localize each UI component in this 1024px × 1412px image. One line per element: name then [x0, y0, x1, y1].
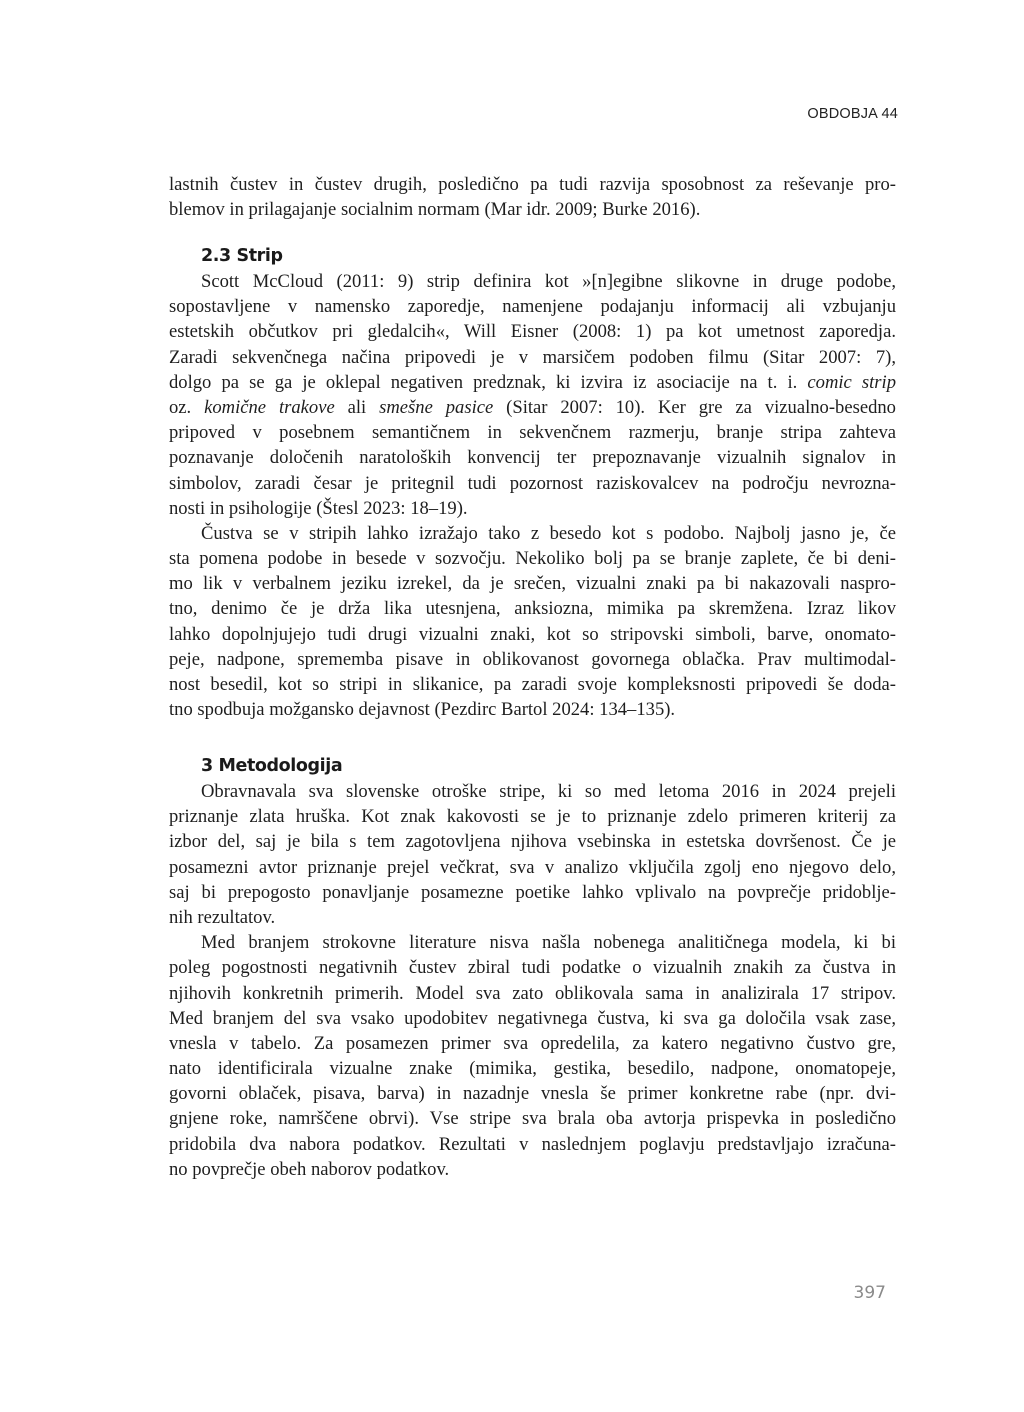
text-line: nost besedil, kot so stripi in slikanice, pa zaradi svoje kompleksnosti pripovedi še doda-	[169, 674, 896, 695]
page-number: 397	[853, 1283, 886, 1303]
text-span: oz.	[169, 396, 205, 418]
text-line: vnesla v tabelo. Za posamezen primer sva opredelila, za katero negativno čustvo gre,	[169, 1032, 896, 1054]
text-line: tno spodbuja možgansko dejavnost (Pezdirc Bartol 2024: 134–135).	[169, 699, 676, 721]
running-head: OBDOBJA 44	[807, 106, 898, 122]
paragraph	[169, 779, 896, 930]
text-span: (Sitar 2007: 10). Ker gre za vizualno-besedno	[493, 396, 896, 418]
italic-term: smešne pasice	[379, 396, 494, 418]
section-strip	[169, 244, 896, 722]
text-line: njihovih konkretnih primerih. Model sva zato oblikovala sama in analizirala 17 stripov.	[169, 982, 896, 1004]
italic-term: komične trakove	[204, 396, 335, 418]
text-line: nato identificirala vizualne znake (mimika, gestika, besedilo, nadpone, onomatopeje,	[169, 1058, 896, 1080]
text-line: priznanje zlata hruška. Kot znak kakovosti se je to priznanje zdelo primeren kriterij za	[169, 806, 896, 828]
text-line: Med branjem del sva vsako upodobitev negativnega čustva, ki sva ga določila vsak zase,	[169, 1007, 896, 1029]
text-line: pripoved v posebnem semantičnem in sekvenčnem razmerju, branje stripa zahteva	[169, 422, 896, 444]
text-line: govorni oblaček, pisava, barva) in nazadnje vnesla še primer konkretne rabe (npr. dvi-	[169, 1083, 896, 1105]
text-line: poleg pogostnosti negativnih čustev zbiral tudi podatke o vizualnih znakih za čustva in	[169, 957, 896, 979]
text-line: peje, nadpone, sprememba pisave in oblikovanost govornega oblačka. Prav multimodal-	[169, 648, 896, 670]
section-methodology	[169, 754, 896, 1182]
paragraph	[169, 521, 896, 723]
text-line: Obravnavala sva slovenske otroške stripe, ki so med letoma 2016 in 2024 prejeli	[201, 781, 896, 802]
section-heading: 2.3 Strip	[201, 246, 283, 266]
text-line: Čustva se v stripih lahko izražajo tako z besedo kot s podobo. Najbolj jasno je, če	[201, 522, 896, 544]
text-line: lastnih čustev in čustev drugih, posledično pa tudi razvija sposobnost za reševanje pro-	[169, 174, 896, 195]
text-line: Zaradi sekvenčnega načina pripovedi je v marsičem podoben filmu (Sitar 2007: 7),	[169, 346, 896, 368]
text-line: sopostavljene v namensko zaporedje, namenjene podajanju informacij ali vzbujanju	[169, 296, 896, 318]
text-line: posamezni avtor priznanje prejel večkrat, sva v analizo vključila zgolj eno njegovo delo,	[169, 856, 896, 878]
paragraph	[169, 269, 896, 521]
text-line: pridobila dva nabora podatkov. Rezultati v naslednjem poglavju predstavljajo izračuna-	[169, 1133, 896, 1155]
text-span: dolgo pa se ga je oklepal negativen predznak, ki izvira iz asociacije na t. i.	[169, 371, 808, 393]
text-line: simbolov, zaradi česar je pritegnil tudi pozornost raziskovalcev na področju nevrozna-	[169, 472, 896, 494]
text-line: estetskih občutkov pri gledalcih«, Will Eisner (2008: 1) pa kot umetnost zaporedja.	[169, 321, 896, 343]
italic-term: comic strip	[807, 371, 896, 393]
text-line: blemov in prilagajanje socialnim normam (Mar idr. 2009; Burke 2016).	[169, 199, 701, 221]
section-heading: 3 Metodologija	[201, 756, 343, 776]
text-line: no povprečje obeh naborov podatkov.	[169, 1158, 450, 1180]
paragraph	[169, 930, 896, 1182]
text-line: nosti in psihologije (Štesl 2023: 18–19).	[169, 497, 468, 519]
text-line: mo lik v verbalnem jeziku izrekel, da je srečen, vizualni znaki pa bi nakazovali naspro-	[169, 573, 896, 595]
text-line: lahko dopolnjujejo tudi drugi vizualni znaki, kot so stripovski simboli, barve, onomato-	[169, 623, 896, 645]
text-line: izbor del, saj je bila s tem zagotovljena njihova vsebinska in estetska dovršenost. Če je	[169, 831, 896, 853]
text-line: Scott McCloud (2011: 9) strip definira kot »[n]egibne slikovne in druge podobe,	[201, 271, 896, 292]
text-line: gnjene roke, namrščene obrvi). Vse stripe sva brala oba avtorja prispevka in posledično	[169, 1108, 896, 1130]
text-line: nih rezultatov.	[169, 906, 276, 928]
intro-paragraph	[169, 172, 896, 222]
text-line	[169, 395, 896, 420]
text-line: Med branjem strokovne literature nisva našla nobenega analitičnega modela, ki bi	[201, 932, 896, 954]
text-line: sta pomena podobe in besede v sozvočju. Nekoliko bolj pa se branje zaplete, če bi deni-	[169, 548, 896, 570]
text-line: saj bi prepogosto ponavljanje posamezne poetike lahko vplivalo na povprečje pridoblje-	[169, 881, 896, 903]
text-line	[169, 370, 896, 395]
text-line: tno, denimo če je drža lika utesnjena, anksiozna, mimika pa skremžena. Izraz likov	[169, 598, 896, 620]
text-span: ali	[334, 396, 380, 418]
text-line: poznavanje določenih naratoloških konvencij ter prepoznavanje vizualnih signalov in	[169, 447, 896, 469]
